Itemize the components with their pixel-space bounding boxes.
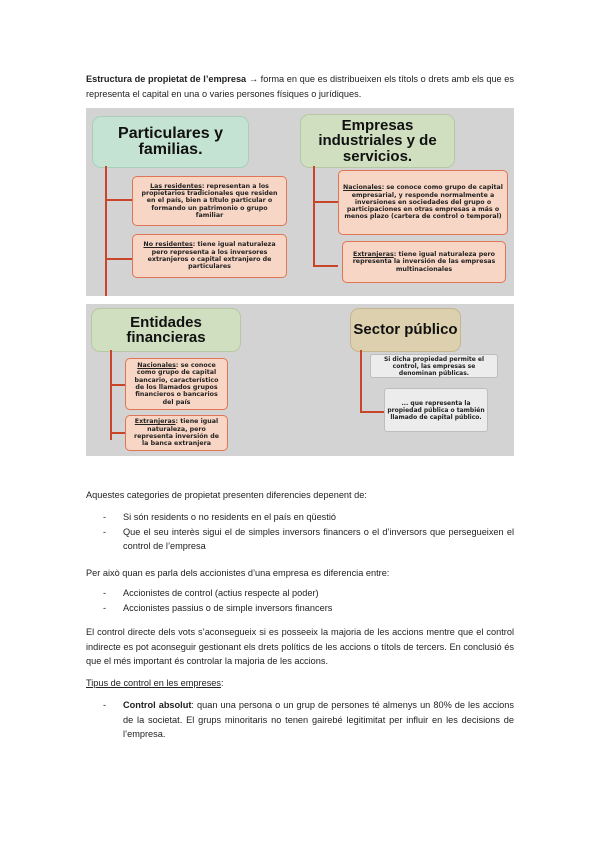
box-extranjeras-financieras xyxy=(125,415,228,451)
box-publico-capital: ... que representa la propiedad pública o también llamado de capital público. xyxy=(384,388,488,432)
box-no-residentes xyxy=(132,234,287,278)
list-item xyxy=(86,698,514,742)
control-absolut-term: Control absolut xyxy=(123,700,192,710)
box-nacionales-financieras-text: : se conoce como grupo de capital bancario, característico de los llamados grupos financieros o bancarios del país xyxy=(134,362,219,406)
paragraph-1: Aquestes categories de propietat presenten diferencies depenent de: xyxy=(86,490,367,500)
intro-term: Estructura de propietat de l’empresa xyxy=(86,74,247,84)
box-nacionales-empresas-text: : se conoce como grupo de capital empresarial, y responde normalmente a inversiones en sociedades del grupo o participaciones en otras empresas a más o menos plazo (cartera de control o temporal) xyxy=(344,184,503,221)
box-nacionales-financieras-label: Nacionales xyxy=(137,362,176,370)
box-publico-control: Si dicha propiedad permite el control, las empresas se denominan públicas. xyxy=(370,354,498,378)
box-extranjeras-empresas xyxy=(342,241,506,283)
heading-colon: : xyxy=(221,678,224,688)
paragraph-4 xyxy=(86,676,514,691)
box-extranjeras-financieras-text: : tiene igual naturaleza, pero representa inversión de la banca extranjera xyxy=(133,418,220,448)
box-no-residentes-text: : tiene igual naturaleza pero representa a los inversores extranjeros o capital extranjero de particulares xyxy=(147,241,276,271)
header-sector-publico: Sector público xyxy=(350,308,461,352)
intro-definition: forma en que es distribueixen els títols o drets amb els que es representa el capital en una o varies persones físiques o jurídiques. xyxy=(86,74,515,99)
box-nacionales-empresas-label: Nacionales xyxy=(343,184,382,192)
header-entidades: Entidades financieras xyxy=(91,308,241,352)
arrow-icon: → xyxy=(248,74,259,84)
list-item: - Si són residents o no residents en el país en qüestió xyxy=(86,510,514,525)
box-extranjeras-empresas-label: Extranjeras xyxy=(353,251,394,259)
control-absolut-text: : quan una persona o un grup de persones té almenys un 80% de les accions de la societat. El grups minoritaris no tenen gairebé legitimitat per influir en les decisions de l’empresa. xyxy=(123,700,514,739)
header-empresas: Empresas industriales y de servicios. xyxy=(300,114,455,168)
paragraph-3: El control directe dels vots s’aconsegueix si es posseeix la majoria de les accions mentre que el control indirecte es pot aconseguir gestionant els drets polítics de les accions o títols de tercers. En conclusió és que el més important és controlar la majoria de les accions. xyxy=(86,627,514,666)
list-1 xyxy=(86,510,514,554)
list-2 xyxy=(86,586,514,615)
list-3 xyxy=(86,698,514,742)
control-types-heading: Tipus de control en les empreses xyxy=(86,678,221,688)
list-item: - Accionistes passius o de simple inversors financers xyxy=(86,601,514,616)
box-nacionales-financieras xyxy=(125,358,228,410)
box-residentes-label: Las residentes xyxy=(150,182,202,190)
intro-paragraph xyxy=(86,72,514,101)
header-particulares: Particulares y familias. xyxy=(92,116,249,168)
box-extranjeras-financieras-label: Extranjeras xyxy=(134,418,176,426)
diagram-bottom xyxy=(86,304,514,456)
diagram-top xyxy=(86,108,514,296)
box-no-residentes-label: No residentes xyxy=(143,241,193,249)
box-residentes-text: : representan a los propietarios tradicionales que residen en el país, bien a título particular o formando un patrimonio o grupo familiar xyxy=(141,182,278,219)
paragraph-2: Per això quan es parla dels accionistes d’una empresa es diferencia entre: xyxy=(86,568,390,578)
box-residentes xyxy=(132,176,287,226)
list-item: - Accionistes de control (actius respecte al poder) xyxy=(86,586,514,601)
list-item: - Que el seu interès sigui el de simples inversors financers o el d’inversors que persegueixen el control de l’empresa xyxy=(86,525,514,554)
box-nacionales-empresas xyxy=(338,170,508,235)
box-extranjeras-empresas-text: : tiene igual naturaleza pero representa la inversión de las empresas multinacionales xyxy=(352,251,496,273)
